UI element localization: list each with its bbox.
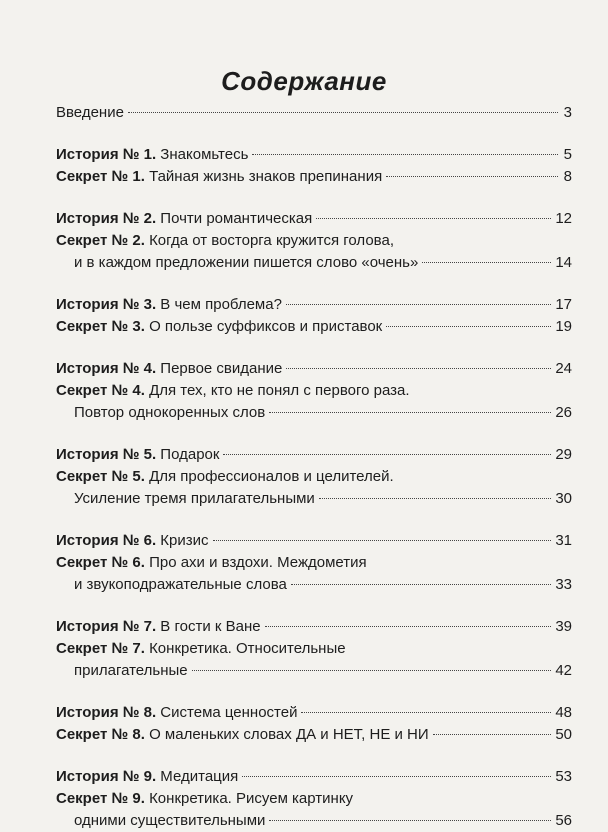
dot-leader xyxy=(242,776,551,777)
toc-entry-history-3 xyxy=(56,294,572,316)
toc-label: Повтор однокоренных слов xyxy=(74,404,266,421)
toc-page-number: 39 xyxy=(555,618,572,635)
toc-entry-secret-5-cont xyxy=(56,488,572,510)
toc-prefix: Секрет № 7. xyxy=(56,640,145,657)
toc-entry-history-9 xyxy=(56,766,572,788)
toc-entry-secret-2-cont xyxy=(56,252,572,274)
toc-prefix: История № 5. xyxy=(56,446,157,463)
dot-leader xyxy=(291,584,551,585)
toc-prefix: История № 2. xyxy=(56,210,157,227)
toc-label: Конкретика. Относительные xyxy=(144,640,346,657)
toc-label: и в каждом предложении пишется слово «очень» xyxy=(74,254,419,271)
toc-page-number: 53 xyxy=(555,768,572,785)
toc-entry-intro xyxy=(56,102,572,124)
toc-label: Для профессионалов и целителей. xyxy=(144,468,394,485)
toc-label: Знакомьтесь xyxy=(156,146,249,163)
table-of-contents xyxy=(56,102,572,832)
toc-entry-secret-8 xyxy=(56,724,572,746)
toc-page-number: 12 xyxy=(555,210,572,227)
toc-entry-secret-6 xyxy=(56,552,572,574)
dot-leader xyxy=(265,626,552,627)
toc-entry-history-2 xyxy=(56,208,572,230)
toc-entry-history-6 xyxy=(56,530,572,552)
dot-leader xyxy=(386,326,551,327)
toc-label: одними существительными xyxy=(74,812,266,829)
toc-prefix: Секрет № 9. xyxy=(56,790,145,807)
toc-label: Почти романтическая xyxy=(156,210,313,227)
toc-prefix: История № 7. xyxy=(56,618,157,635)
toc-prefix: Секрет № 3. xyxy=(56,318,145,335)
dot-leader xyxy=(286,368,551,369)
toc-entry-secret-4-cont xyxy=(56,402,572,424)
toc-entry-secret-9 xyxy=(56,788,572,810)
toc-label: О маленьких словах ДА и НЕТ, НЕ и НИ xyxy=(144,726,429,743)
toc-prefix: История № 1. xyxy=(56,146,157,163)
toc-page-number: 50 xyxy=(555,726,572,743)
dot-leader xyxy=(213,540,552,541)
dot-leader xyxy=(128,112,558,113)
toc-prefix: Секрет № 2. xyxy=(56,232,145,249)
toc-entry-secret-4 xyxy=(56,380,572,402)
toc-prefix: История № 6. xyxy=(56,532,157,549)
toc-page-number: 24 xyxy=(555,360,572,377)
toc-prefix: Секрет № 6. xyxy=(56,554,145,571)
toc-entry-secret-6-cont xyxy=(56,574,572,596)
toc-entry-secret-9-cont xyxy=(56,810,572,832)
toc-label: Подарок xyxy=(156,446,220,463)
toc-page-number: 29 xyxy=(555,446,572,463)
toc-label: Тайная жизнь знаков препинания xyxy=(144,168,383,185)
toc-page-number: 17 xyxy=(555,296,572,313)
toc-prefix: Секрет № 8. xyxy=(56,726,145,743)
toc-prefix: Секрет № 5. xyxy=(56,468,145,485)
toc-label: Для тех, кто не понял с первого раза. xyxy=(144,382,410,399)
toc-label: Кризис xyxy=(156,532,209,549)
toc-page-number: 8 xyxy=(563,168,572,185)
toc-page-number: 42 xyxy=(555,662,572,679)
toc-page-number: 31 xyxy=(555,532,572,549)
toc-page-number: 5 xyxy=(563,146,572,163)
dot-leader xyxy=(286,304,551,305)
toc-label: В чем проблема? xyxy=(156,296,282,313)
toc-entry-secret-7-cont xyxy=(56,660,572,682)
dot-leader xyxy=(316,218,551,219)
toc-entry-history-7 xyxy=(56,616,572,638)
toc-entry-history-8 xyxy=(56,702,572,724)
toc-page-number: 33 xyxy=(555,576,572,593)
dot-leader xyxy=(269,412,551,413)
toc-label: О пользе суффиксов и приставок xyxy=(144,318,383,335)
toc-label: Введение xyxy=(56,104,124,121)
toc-prefix: История № 4. xyxy=(56,360,157,377)
dot-leader xyxy=(301,712,551,713)
toc-page-number: 48 xyxy=(555,704,572,721)
toc-entry-secret-1 xyxy=(56,166,572,188)
toc-entry-secret-2 xyxy=(56,230,572,252)
toc-entry-secret-5 xyxy=(56,466,572,488)
dot-leader xyxy=(252,154,558,155)
toc-page-number: 14 xyxy=(555,254,572,271)
dot-leader xyxy=(319,498,552,499)
toc-label: Когда от восторга кружится голова, xyxy=(144,232,394,249)
toc-page-number: 26 xyxy=(555,404,572,421)
toc-prefix: Секрет № 1. xyxy=(56,168,145,185)
toc-label: Усиление тремя прилагательными xyxy=(74,490,315,507)
toc-label: Медитация xyxy=(156,768,239,785)
toc-prefix: История № 9. xyxy=(56,768,157,785)
toc-entry-history-5 xyxy=(56,444,572,466)
toc-label: прилагательные xyxy=(74,662,188,679)
toc-page-number: 3 xyxy=(563,104,572,121)
toc-page-number: 56 xyxy=(555,812,572,829)
toc-prefix: История № 3. xyxy=(56,296,157,313)
toc-page-number: 19 xyxy=(555,318,572,335)
toc-label: Первое свидание xyxy=(156,360,283,377)
toc-entry-history-4 xyxy=(56,358,572,380)
toc-prefix: История № 8. xyxy=(56,704,157,721)
toc-label: Система ценностей xyxy=(156,704,298,721)
dot-leader xyxy=(422,262,551,263)
toc-entry-secret-3 xyxy=(56,316,572,338)
toc-prefix: Секрет № 4. xyxy=(56,382,145,399)
dot-leader xyxy=(269,820,551,821)
dot-leader xyxy=(433,734,552,735)
toc-entry-history-1 xyxy=(56,144,572,166)
toc-label: Про ахи и вздохи. Междометия xyxy=(144,554,367,571)
toc-label: Конкретика. Рисуем картинку xyxy=(144,790,354,807)
page-title: Содержание xyxy=(221,66,387,96)
toc-label: В гости к Ване xyxy=(156,618,261,635)
toc-label: и звукоподражательные слова xyxy=(74,576,287,593)
dot-leader xyxy=(223,454,551,455)
dot-leader xyxy=(386,176,558,177)
toc-page-number: 30 xyxy=(555,490,572,507)
dot-leader xyxy=(192,670,552,671)
toc-entry-secret-7 xyxy=(56,638,572,660)
